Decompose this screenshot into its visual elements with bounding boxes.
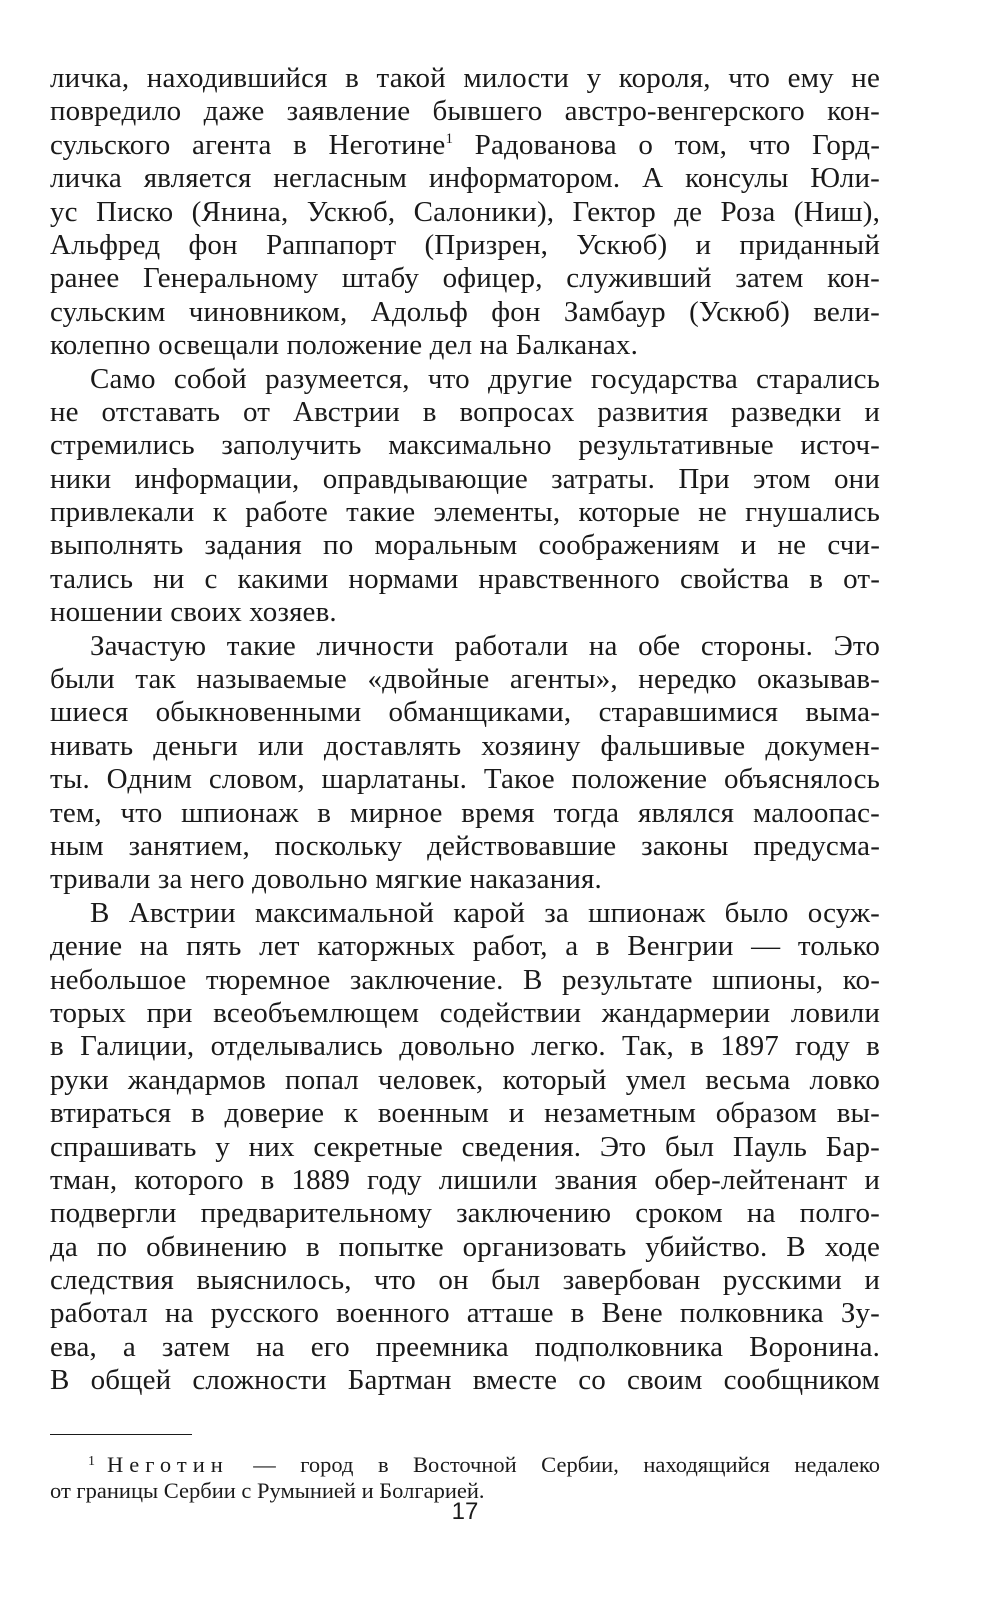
text-line: ус Писко (Янина, Ускюб, Салоники), Гектор де Роза (Ниш), (50, 195, 880, 228)
text-line: колепно освещали положение дел на Балканах. (50, 329, 638, 362)
footnote-line: от границы Сербии с Румынией и Болгарией. (50, 1478, 485, 1503)
text-line: работал на русского военного атташе в Вене полковника Зу- (50, 1297, 880, 1330)
text-line: тались ни с какими нормами нравственного свойства в от- (50, 562, 880, 595)
page-number: 17 (451, 1498, 479, 1525)
text-line: сульским чиновником, Адольф фон Замбаур (Ускюб) вели- (50, 295, 880, 328)
text-line: в Галиции, отделывались довольно легко. Так, в 1897 году в (50, 1030, 880, 1063)
text-line: Само собой разумеется, что другие государства старались (90, 362, 880, 395)
text-line: повредило даже заявление бывшего австро-венгерского кон- (50, 95, 880, 128)
footnote-divider (50, 1434, 192, 1435)
text-line: В Австрии максимальной карой за шпионаж было осуж- (90, 896, 880, 929)
text-line: ники информации, оправдывающие затраты. При этом они (50, 462, 880, 495)
footnote-marker: 1 (88, 1454, 95, 1469)
text-line: тем, что шпионаж в мирное время тогда являлся малоопас- (50, 796, 880, 829)
footnote-term: Неготин (107, 1452, 229, 1477)
text-line: ношении своих хозяев. (50, 596, 337, 629)
text-line: следствия выяснилось, что он был завербован русскими и (50, 1264, 880, 1297)
text-line: подвергли предварительному заключению сроком на полго- (50, 1197, 880, 1230)
text-line: торых при всеобъемлющем содействии жандармерии ловили (50, 996, 880, 1029)
text-line: ным занятием, поскольку действовавшие законы предусма- (50, 829, 880, 862)
footnote-reference[interactable]: 1 (445, 130, 454, 147)
text-line: руки жандармов попал человек, который умел весьма ловко (50, 1063, 880, 1096)
text-line: втираться в доверие к военным и незаметным образом вы- (50, 1097, 880, 1130)
text-line: Альфред фон Раппапорт (Призрен, Ускюб) и приданный (50, 228, 880, 261)
main-text (50, 62, 880, 1398)
text-line: тман, которого в 1889 году лишили звания обер-лейтенант и (50, 1163, 880, 1196)
text-line: были так называемые «двойные агенты», нередко оказывав- (50, 663, 880, 696)
text-line: ева, а затем на его преемника подполковника Воронина. (50, 1330, 880, 1363)
text-line: небольшое тюремное заключение. В результате шпионы, ко- (50, 963, 880, 996)
text-line: нивать деньги или доставлять хозяину фальшивые докумен- (50, 729, 880, 762)
text-line: не отставать от Австрии в вопросах развития разведки и (50, 395, 880, 428)
text-line (50, 129, 880, 162)
text-line: стремились заполучить максимально результативные источ- (50, 429, 880, 462)
footnote-line (50, 1447, 880, 1476)
text-line: личка, находившийся в такой милости у короля, что ему не (50, 62, 880, 94)
text-line: выполнять задания по моральным соображениям и не счи- (50, 529, 880, 562)
text-line: привлекали к работе такие элементы, которые не гнушались (50, 496, 880, 529)
text-fragment: Радованова о том, что Горд- (474, 128, 880, 161)
text-line: В общей сложности Бартман вместе со своим сообщником (50, 1364, 880, 1397)
text-line: ты. Одним словом, шарлатаны. Такое положение объяснялось (50, 763, 880, 796)
text-line: личка является негласным информатором. А консулы Юли- (50, 162, 880, 195)
text-line: тривали за него довольно мягкие наказания. (50, 863, 602, 896)
text-line: Зачастую такие личности работали на обе стороны. Это (90, 629, 880, 662)
text-line: спрашивать у них секретные сведения. Это был Пауль Бар- (50, 1130, 880, 1163)
text-line: дение на пять лет каторжных работ, а в Венгрии — только (50, 930, 880, 963)
text-line: ранее Генеральному штабу офицер, служивший затем кон- (50, 262, 880, 295)
footnote-text: — город в Восточной Сербии, находящийся недалеко (228, 1452, 880, 1477)
text-fragment: сульского агента в Неготине (50, 128, 446, 161)
text-line: шиеся обыкновенными обманщиками, старавшимися выма- (50, 696, 880, 729)
text-line: да по обвинению в попытке организовать убийство. В ходе (50, 1230, 880, 1263)
